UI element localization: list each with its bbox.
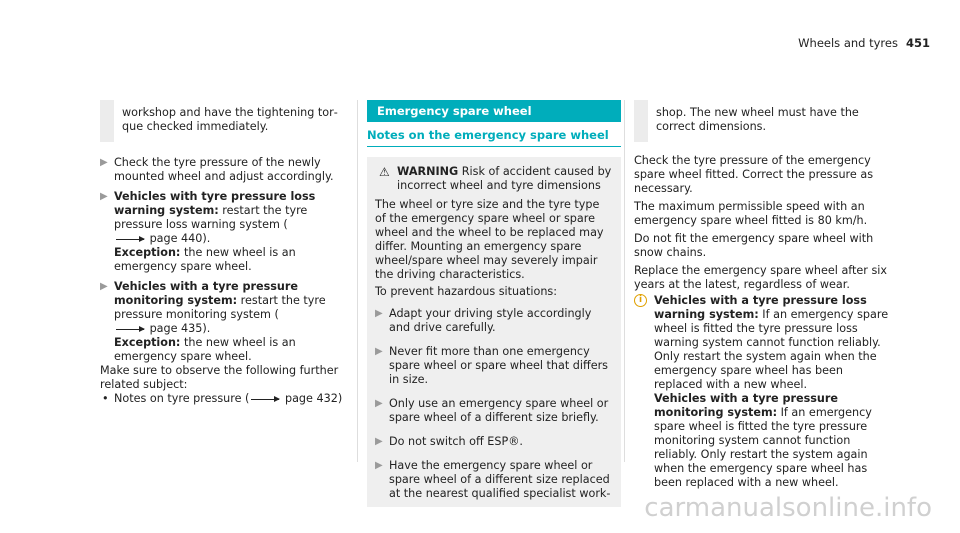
continued-box: [100, 100, 348, 142]
continued-box: [634, 100, 892, 142]
paragraph-check-pressure: Check the tyre pressure of the emergency spare wheel fitted. Correct the pressure as necessary.: [634, 154, 874, 195]
warning-box: [367, 157, 621, 507]
section-title: Emergency spare wheel: [367, 100, 621, 122]
column-right: [634, 100, 892, 490]
step-arrow-icon: ▶: [375, 398, 383, 409]
arrow-right-icon: [116, 329, 144, 330]
continued-box-text: workshop and have the tightening torque checked immediately.: [114, 100, 348, 142]
info-icon: i: [634, 294, 647, 307]
page-reference-link[interactable]: page 440).: [114, 232, 210, 245]
related-subject-item: • Notes on tyre pressure ( page 432): [102, 392, 343, 405]
column-divider: [357, 100, 358, 462]
warning-step: ▶ Never fit more than one emergency spare wheel or spare wheel that differs in size.: [375, 345, 609, 386]
section-name: Wheels and tyres: [798, 36, 898, 50]
step-arrow-icon: ▶: [100, 281, 108, 292]
column-divider: [624, 100, 625, 462]
subsection-title: Notes on the emergency spare wheel: [367, 122, 621, 147]
paragraph-replace: Replace the emergency spare wheel after six years at the latest, regardless of wear.: [634, 264, 888, 291]
step-loss-warning: ▶ Vehicles with tyre pressure loss warning system: restart the tyre pressure loss warning system ( page 440). Exception: the new wheel is an emergency spare wheel.: [100, 190, 316, 273]
warning-triangle-icon: ⚠: [379, 165, 390, 179]
bullet-icon: •: [102, 392, 109, 405]
continued-box-text: shop. The new wheel must have the correct dimensions.: [648, 100, 892, 142]
step-pressure-monitoring: ▶ Vehicles with a tyre pressure monitoring system: restart the tyre pressure monitoring system ( page 435). Exception: the new wheel is an emergency spare wheel.: [100, 280, 326, 363]
related-subject-text: Make sure to observe the following further related subject:: [100, 364, 339, 391]
page-header: [798, 36, 930, 50]
step-arrow-icon: ▶: [375, 308, 383, 319]
warning-title: ⚠ WARNING Risk of accident caused by incorrect wheel and tyre dimensions: [379, 165, 612, 192]
warning-prevent: To prevent hazardous situations:: [375, 285, 558, 298]
step-arrow-icon: ▶: [100, 157, 108, 168]
arrow-right-icon: [116, 239, 144, 240]
warning-body: The wheel or tyre size and the tyre type of the emergency spare wheel or spare wheel and the wheel to be replaced may differ. Mounting an emergency spare wheel/spare wheel may severely impair the driving characteristics.: [375, 198, 604, 281]
page-reference-link[interactable]: page 435).: [114, 322, 210, 335]
warning-step: ▶ Adapt your driving style accordingly and drive carefully.: [375, 307, 592, 334]
watermark: carmanualsonline.info: [644, 493, 932, 523]
page-number: 451: [905, 36, 930, 50]
column-middle: [367, 100, 621, 507]
info-note: i Vehicles with a tyre pressure loss warning system: If an emergency spare wheel is fitted the tyre pressure loss warning system cannot function reliably. Only restart the system again when the emergency spare wheel has been replaced with a new wheel. Vehicles with a tyre pressure monitoring system: If an emergency spare wheel is fitted the tyre pressure monitoring system cannot function reliably. Only restart the system again when the emergency spare wheel has been replaced with a new wheel.: [634, 294, 892, 490]
warning-step: ▶ Only use an emergency spare wheel or spare wheel of a different size briefly.: [375, 397, 609, 424]
step-arrow-icon: ▶: [375, 436, 383, 447]
step-arrow-icon: ▶: [375, 346, 383, 357]
paragraph-snow-chains: Do not fit the emergency spare wheel with snow chains.: [634, 232, 874, 259]
column-left: [100, 100, 348, 406]
step-check-pressure: ▶ Check the tyre pressure of the newly mounted wheel and adjust accordingly.: [100, 156, 334, 183]
warning-step: ▶ Have the emergency spare wheel or spare wheel of a different size replaced at the nearest qualified specialist work-: [375, 459, 611, 500]
arrow-right-icon: [251, 399, 279, 400]
paragraph-max-speed: The maximum permissible speed with an emergency spare wheel fitted is 80 km/h.: [634, 200, 868, 227]
page-reference-link[interactable]: page 432): [249, 392, 342, 405]
step-arrow-icon: ▶: [100, 191, 108, 202]
warning-step: ▶ Do not switch off ESP®.: [375, 435, 523, 448]
step-arrow-icon: ▶: [375, 460, 383, 471]
